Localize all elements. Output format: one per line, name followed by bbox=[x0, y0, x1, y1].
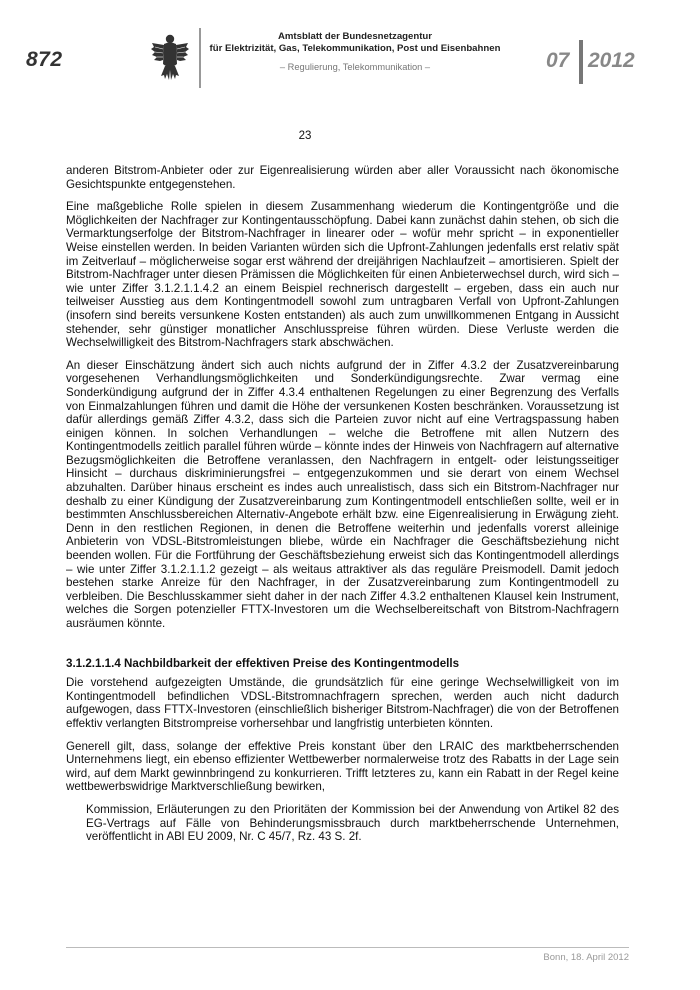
page-number: 872 bbox=[26, 48, 63, 71]
document-body bbox=[66, 164, 619, 844]
masthead-section: – Regulierung, Telekommunikation – bbox=[279, 62, 431, 72]
paragraph: Die vorstehend aufgezeigten Umstände, die grundsätzlich für eine geringe Wechselwilligkeit von im Kontingentmodell befindlichen VDSL-Bitstromnachfragern sprechen, werden auch nicht dadurch aufgewogen, dass FTTX-Investoren (einschließlich bisheriger Bitstrom-Nachfrager) die von der Betroffenen effektiv verlangten Bitstrompreise vorhersehbar und langfristig unterbieten könnten. bbox=[66, 676, 619, 730]
section-heading: 3.1.2.1.1.4 Nachbildbarkeit der effektiven Preise des Kontingentmodells bbox=[66, 656, 460, 670]
issue-year: 2012 bbox=[588, 49, 635, 72]
masthead-subtitle: für Elektrizität, Gas, Telekommunikation, Post und Eisenbahnen bbox=[209, 43, 501, 54]
footer-divider bbox=[66, 947, 629, 948]
issue-number: 07 bbox=[546, 49, 570, 72]
issue-divider bbox=[579, 40, 583, 84]
header-divider bbox=[199, 28, 201, 88]
federal-eagle-icon bbox=[150, 30, 190, 86]
paragraph: anderen Bitstrom-Anbieter oder zur Eigenrealisierung würden aber aller Voraussicht nach ökonomische Gesichtspunkte entgegenstehen. bbox=[66, 164, 619, 191]
paragraph: An dieser Einschätzung ändert sich auch nichts aufgrund der in Ziffer 4.3.2 der Zusatzvereinbarung vorgesehenen Verhandlungsmöglichkeiten und Sonderkündigungsrechte. Zwar vermag eine Sonderkündigung aufgrund der in Ziffer 4.3.4 enthaltenen Regelungen zu einer Begrenzung des Verfalls von Einmalzahlungen führen und damit die Höhe der versunkenen Kosten beschränken. Voraussetzung ist dafür allerdings gemäß Ziffer 4.3.2, dass sich die Parteien zuvor nicht auf eine Vertragspassung haben einigen können. In solchen Verhandlungen – welche die Betroffene mit allen Nutzern des Kontingentmodells zeitlich parallel führen würde – könnte indes der Hinweis von Nachfragern auf alternative Bezugsmöglichkeiten die Betroffene veranlassen, den Nachfragern in entgelt- oder leistungsseitiger Hinsicht – durchaus diskriminierungsfrei – entgegenzukommen und sie derart von einem Wechsel abzuhalten. Darüber hinaus erscheint es indes auch unrealistisch, dass sich ein Bitstrom-Nachfrager nur deshalb zu einer Kündigung der Zusatzvereinbarung zum Kontingentmodell entschließen sollte, weil er in bestimmten Anschlussbereichen Alternativ-Angebote erhält bzw. eine Eigenrealisierung in Erwägung zieht. Denn in den restlichen Regionen, in denen die Betroffene weiterhin und jedenfalls vorerst alleinige Anbieterin von VDSL-Bitstromleistungen bliebe, würde ein Nachfrager die Geschäftsbeziehung nicht beenden wollen. Für die Fortführung der Geschäftsbeziehung erweist sich das Kontingentmodell allerdings – wie unter Ziffer 3.1.2.1.1.2 gezeigt – als weitaus attraktiver als das reguläre Preismodell. Damit jedoch bestehen starke Anreize für den Nachfrager, in der Zusatzvereinbarung zum Kontingentmodell zu verbleiben. Die Beschlusskammer sieht daher in der nach Ziffer 4.3.2 enthaltenen Klausel kein Instrument, welches die Sorgen potenzieller FTTX-Investoren um die Wechselbereitschaft von Bitstrom-Nachfragern ausräumen könnte. bbox=[66, 358, 619, 630]
header-masthead bbox=[205, 31, 505, 73]
paragraph: Generell gilt, dass, solange der effektive Preis konstant über den LRAIC des marktbeherrschenden Unternehmens liegt, ein ebenso effizienter Wettbewerber normalerweise trotz des Rabatts in der Lage sein wird, auf dem Markt gewinnbringend zu konkurrieren. Trifft letzteres zu, kann ein Rabatt in der Regel keine wettbewerbswidrige Marktverschließung bewirken, bbox=[66, 739, 619, 794]
paragraph: Eine maßgebliche Rolle spielen in diesem Zusammenhang wiederum die Kontingentgröße und die Möglichkeiten der Nachfrager zur Kontingentausschöpfung. Dabei kann zunächst dahin stehen, ob sich die Vermarktungserfolge der Bitstrom-Nachfrager in linearer oder – wofür mehr spricht – in exponentieller Weise einstellen werden. In beiden Varianten würden sich die Upfront-Zahlungen jedenfalls erst relativ spät im Zeitverlauf – möglicherweise sogar erst während der dreijährigen Nachlaufzeit – amortisieren. Spielt der Bitstrom-Nachfrager unter diesen Prämissen die Möglichkeiten für einen Anbieterwechsel durch, wird sich – wie unter Ziffer 3.1.2.1.1.4.2 an einem Beispiel rechnerisch dargestellt – ergeben, dass ein auch nur teilweiser Ausstieg aus dem Kontingentmodell sowohl zum untragbaren Verfall von Upfront-Zahlungen (insofern sind bereits versunkene Kosten entstanden) als auch zum unwillkommenen Entgang in Aussicht stehender, sehr günstiger monatlicher Anschlusspreise führen würden. Diese Verluste werden die Wechselwilligkeit des Bitstrom-Nachfragers stark abschwächen. bbox=[66, 200, 619, 350]
sub-page-number: 23 bbox=[298, 130, 312, 142]
masthead-title: Amtsblatt der Bundesnetzagentur bbox=[277, 31, 433, 42]
footer-date: Bonn, 18. April 2012 bbox=[543, 952, 629, 963]
quote-citation: Kommission, Erläuterungen zu den Prioritäten der Kommission bei der Anwendung von Artikel 82 des EG-Vertrags auf Fälle von Behinderungsmissbrauch durch marktbeherrschende Unternehmen, veröffentlicht in ABl EU 2009, Nr. C 45/7, Rz. 43 S. 2f. bbox=[86, 802, 619, 844]
